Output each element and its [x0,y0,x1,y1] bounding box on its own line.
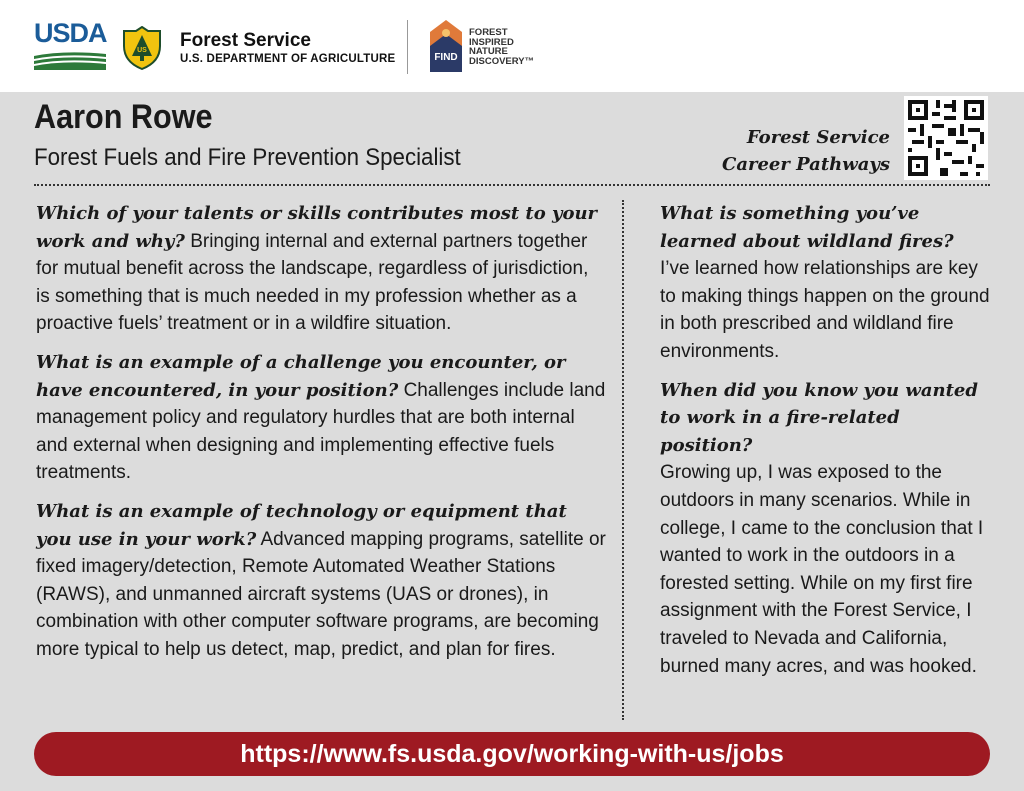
right-column [660,200,990,691]
question: What is an example of technology or equipment that you use in your work? [36,500,567,550]
question: What is something you’ve learned about wildland fires? [660,203,954,252]
qa-item [36,200,606,338]
qa-item [660,377,990,681]
left-column [36,200,606,675]
jobs-link[interactable]: https://www.fs.usda.gov/working-with-us/jobs [240,740,784,768]
section-divider [34,184,990,186]
jobs-link-banner[interactable] [34,732,990,776]
header-divider [407,20,408,74]
find-logo-icon[interactable] [430,20,462,72]
pathways-line: Career Pathways [722,154,890,175]
profile-title: Forest Fuels and Fire Prevention Specialist [34,144,461,171]
answer: I’ve learned how relationships are key to making things happen on the ground in both prescribed and wildland fire environments. [660,258,990,362]
question: When did you know you wanted to work in a fire-related position? [660,379,978,456]
qa-item [36,498,606,664]
career-pathways-label [722,124,890,178]
svg-text:US: US [137,47,147,54]
find-badge-text: FIND [434,52,458,63]
usda-logo-text: USDA [34,18,107,48]
qa-item [660,200,990,366]
qa-item [36,349,606,487]
question: What is an example of a challenge you encounter, or have encountered, in your position? [36,351,566,401]
qr-code-icon[interactable] [904,96,988,180]
question: Which of your talents or skills contributes most to your work and why? [36,203,598,252]
answer: Advanced mapping programs, satellite or fixed imagery/detection, Remote Automated Weather Stations (RAWS), and unmanned aircraft systems (UAS or drones), in combination with other computer software programs, are becoming more typical to help us detect, map, predict, and plan for fires. [36,528,606,660]
department-name: U.S. DEPARTMENT OF AGRICULTURE [180,53,396,65]
find-tagline [469,28,534,66]
pathways-line: Forest Service [746,127,890,148]
usda-hills-icon [34,50,106,70]
find-line: NATURE [469,46,508,57]
answer: Bringing internal and external partners together for mutual benefit across the landscape, regardless of jurisdiction, is something that is much needed in my profession whether as a proactive fuels’ treatment or in a wildfire situation. [36,230,589,335]
column-divider [622,200,624,720]
answer: Growing up, I was exposed to the outdoors in many scenarios. While in college, I came to the conclusion that I wanted to work in the outdoors in a forested setting. While on my first fire assignment with the Forest Service, I traveled to Nevada and California, burned many acres, and was hooked. [660,462,984,677]
find-line: FOREST [469,27,508,38]
find-line: INSPIRED [469,36,514,48]
header [0,0,1024,92]
profile-name: Aaron Rowe [34,98,213,136]
usda-logo[interactable] [34,18,107,72]
forest-service-shield-icon [122,26,162,70]
find-line: DISCOVERY™ [469,55,535,67]
forest-service-name: Forest Service [180,30,311,51]
answer: Challenges include land management policy and regulatory hurdles that are both internal and external when designing and implementing effective fuels treatments. [36,379,606,484]
